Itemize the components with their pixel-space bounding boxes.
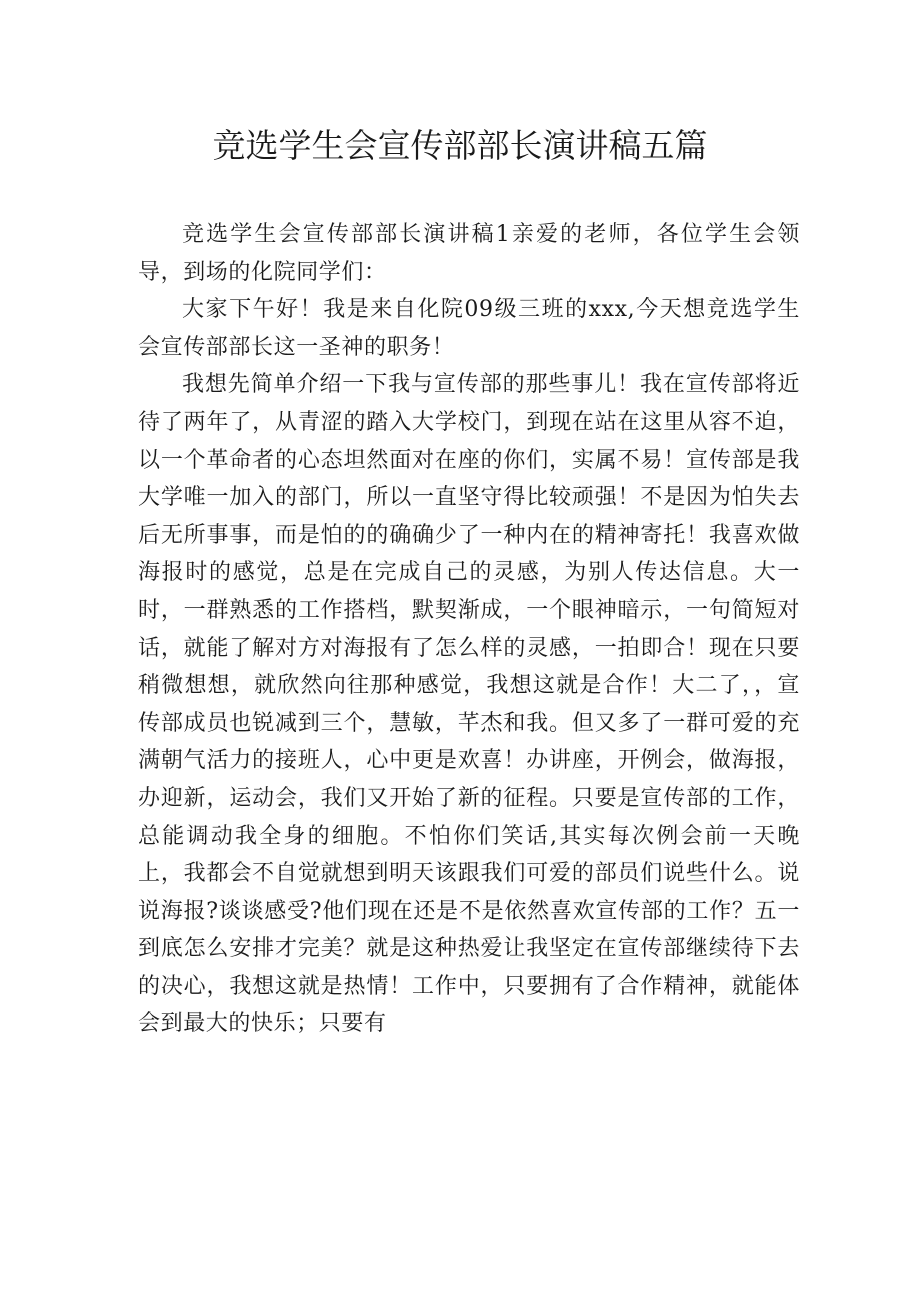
paragraph-greeting: 竞选学生会宣传部部长演讲稿1亲爱的老师，各位学生会领导，到场的化院同学们： [138,222,800,285]
document-title: 竞选学生会宣传部部长演讲稿五篇 [212,126,708,165]
paragraph-introduction: 大家下午好！我是来自化院09级三班的xxx,今天想竞选学生会宣传部部长这一圣神的职务！ [138,297,800,360]
document-body [138,216,800,1043]
paragraph-experience: 我想先简单介绍一下我与宣传部的那些事儿！我在宣传部将近待了两年了，从青涩的踏入大学校门，到现在站在这里从容不迫，以一个革命者的心态坦然面对在座的你们，实属不易！宣传部是我大学唯一加入的部门，所以一直坚守得比较顽强！不是因为怕失去后无所事事，而是怕的的确确少了一种内在的精神寄托！我喜欢做海报时的感觉，总是在完成自己的灵感，为别人传达信息。大一时，一群熟悉的工作搭档，默契渐成，一个眼神暗示，一句简短对话，就能了解对方对海报有了怎么样的灵感，一拍即合！现在只要稍微想想，就欣然向往那种感觉，我想这就是合作！大二了，，宣传部成员也锐减到三个，慧敏，芊杰和我。但又多了一群可爱的充满朝气活力的接班人，心中更是欢喜！办讲座，开例会，做海报，办迎新，运动会，我们又开始了新的征程。只要是宣传部的工作，总能调动我全身的细胞。不怕你们笑话,其实每次例会前一天晚上，我都会不自觉就想到明天该跟我们可爱的部员们说些什么。说说海报?谈谈感受?他们现在还是不是依然喜欢宣传部的工作？五一到底怎么安排才完美？就是这种热爱让我坚定在宣传部继续待下去的决心，我想这就是热情！工作中，只要拥有了合作精神，就能体会到最大的快乐；只要有 [138,372,800,1037]
